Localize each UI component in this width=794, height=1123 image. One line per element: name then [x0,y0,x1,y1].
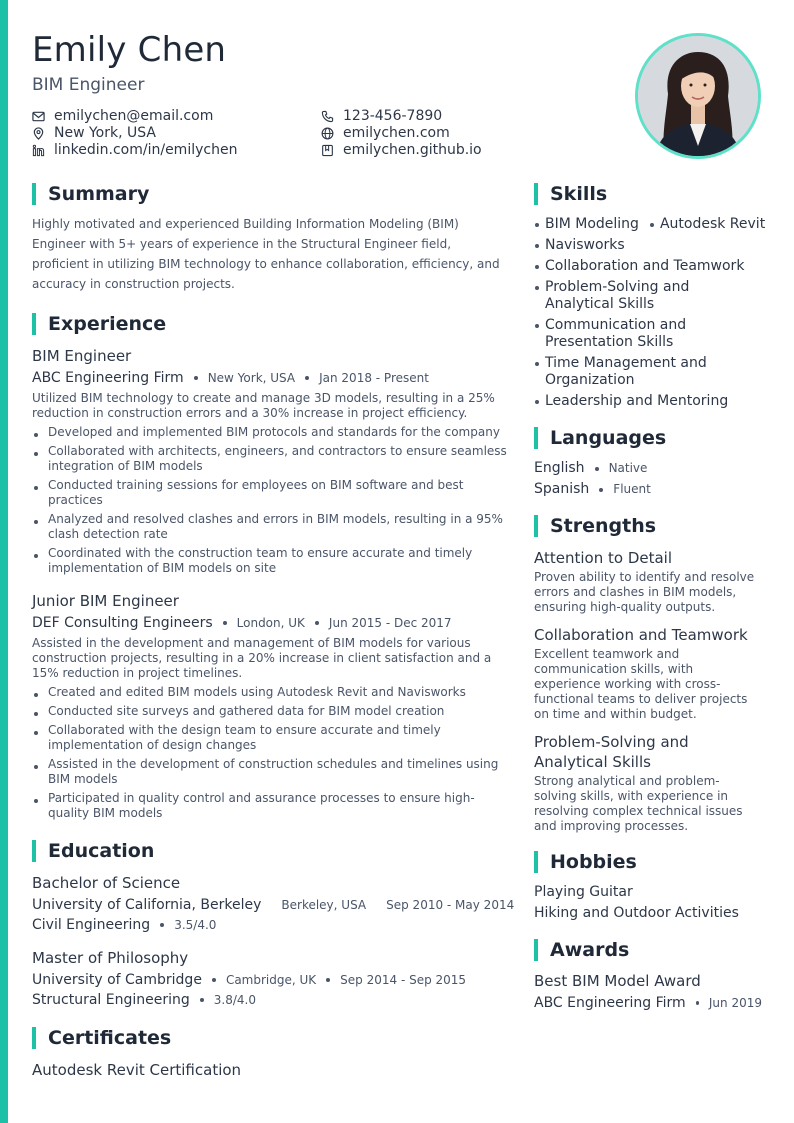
section-marker [534,851,538,873]
section-marker [32,183,36,205]
job-location: London, UK [236,616,305,630]
list-item: Developed and implemented BIM protocols and standards for the company [32,425,510,440]
linkedin-text: linkedin.com/in/emilychen [54,142,238,158]
skill-item: Collaboration and Teamwork [534,258,762,275]
summary-section [32,182,510,294]
job-dates: Jun 2015 - Dec 2017 [328,616,452,630]
field-of-study: Civil Engineering [32,917,151,933]
separator-dot [160,923,164,927]
skills-list [534,216,766,410]
section-title-languages: Languages [534,426,762,450]
language-level: Fluent [613,482,651,496]
profile-photo-icon [638,36,758,156]
email-text: emilychen@email.com [54,108,214,124]
list-item: Assisted in the development of construction schedules and timelines using BIM models [32,757,510,787]
contact-info [32,108,592,162]
strength-title: Problem-Solving and Analytical Skills [534,733,689,771]
experience-section [32,312,510,821]
job-title: BIM Engineer [32,347,132,365]
job-meta [32,370,510,386]
job-location: New York, USA [207,371,296,385]
section-title-experience: Experience [32,312,510,336]
separator-dot [212,978,216,982]
strength-item [534,625,762,722]
language-level: Native [608,461,648,475]
award-title: Best BIM Model Award [534,972,701,990]
location-pin-icon [32,127,45,140]
section-marker [534,939,538,961]
left-column [32,182,515,1079]
job-title: Junior BIM Engineer [32,592,179,610]
list-item: Collaborated with the design team to ensure accurate and timely implementation of design changes [32,723,510,753]
language-name: English [534,460,585,476]
education-section [32,839,515,1008]
website-text: emilychen.com [343,125,450,141]
degree-title: Bachelor of Science [32,874,181,892]
job-entry [32,347,510,576]
school-location: Cambridge, UK [225,973,317,987]
hobby-item: Hiking and Outdoor Activities [534,905,739,921]
contact-email[interactable] [32,108,213,124]
section-title-skills: Skills [534,182,762,206]
job-description: Assisted in the development and management of BIM models for various construction projects, resulting in a 20% increase in client satisfaction and a 15% reduction in project timelines. [32,636,492,680]
section-title-hobbies: Hobbies [534,850,762,874]
job-bullets [32,425,510,576]
job-company: ABC Engineering Firm [32,370,184,386]
separator-dot [599,488,603,492]
separator-dot [305,376,309,380]
list-item: Coordinated with the construction team to ensure accurate and timely implementation of BIM models on site [32,546,510,576]
certificates-section [32,1026,510,1079]
strengths-section [534,514,762,834]
section-marker [32,313,36,335]
section-marker [32,840,36,862]
award-issuer: ABC Engineering Firm [534,995,686,1011]
left-accent-bar [0,0,8,1123]
separator-dot [696,1001,699,1005]
section-marker [32,1027,36,1049]
awards-section [534,938,762,1011]
section-title-summary: Summary [32,182,510,206]
gpa: 3.5/4.0 [174,918,217,932]
strength-description: Proven ability to identify and resolve errors and clashes in BIM models, ensuring high-quality outputs. [534,570,755,614]
languages-list [534,460,762,498]
strength-description: Excellent teamwork and communication skills, with experience working with cross-functional teams to deliver projects on time and within budget. [534,647,748,721]
school-location: Berkeley, USA [281,898,367,912]
strength-title: Attention to Detail [534,549,673,567]
github-text: emilychen.github.io [343,142,482,158]
separator-dot [326,978,330,982]
certificate-item: Autodesk Revit Certification [32,1061,242,1079]
job-company: DEF Consulting Engineers [32,615,213,631]
skill-item: Autodesk Revit [649,216,765,233]
award-item [534,972,762,1011]
hobbies-list [534,884,762,922]
education-field-row [32,992,510,1008]
job-description: Utilized BIM technology to create and manage 3D models, resulting in a 25% reduction in construction errors and a 30% increase in project efficiency. [32,391,495,420]
language-name: Spanish [534,481,590,497]
summary-text: Highly motivated and experienced Building Information Modeling (BIM) Engineer with 5+ years of experience in the Structural Engineer field, proficient in utilizing BIM technology to enhance collaboration, efficiency, and accuracy in construction projects. [32,217,500,291]
separator-dot [200,998,204,1002]
separator-dot [223,621,227,625]
avatar [635,33,761,159]
list-item: Conducted site surveys and gathered data for BIM model creation [32,704,510,719]
skill-item: Leadership and Mentoring [534,393,762,410]
education-meta [32,972,510,988]
award-date: Jun 2019 [708,996,762,1010]
skill-item: BIM Modeling [534,216,639,233]
location-text: New York, USA [54,125,156,141]
job-dates: Jan 2018 - Present [319,371,429,385]
linkedin-icon [32,144,45,157]
skills-section [534,182,766,410]
hobbies-section [534,850,762,922]
separator-dot [315,621,319,625]
bookmark-icon [321,144,334,157]
globe-icon [321,127,334,140]
education-entry [32,949,510,1008]
degree-title: Master of Philosophy [32,949,189,967]
job-bullets [32,685,510,821]
contact-linkedin[interactable] [32,142,237,158]
mail-icon [32,110,45,123]
job-meta [32,615,510,631]
section-title-education: Education [32,839,510,863]
award-meta [534,995,762,1011]
contact-website[interactable] [321,125,450,141]
skill-item: Communication and Presentation Skills [534,317,762,351]
gpa: 3.8/4.0 [213,993,256,1007]
candidate-name: Emily Chen [32,30,227,70]
phone-text: 123-456-7890 [343,108,443,124]
separator-dot [194,376,198,380]
education-meta [32,897,515,913]
field-of-study: Structural Engineering [32,992,190,1008]
contact-phone[interactable] [321,108,442,124]
school-name: University of California, Berkeley [32,897,262,913]
education-field-row [32,917,510,933]
list-item: Created and edited BIM models using Autodesk Revit and Navisworks [32,685,510,700]
section-marker [534,427,538,449]
skills-row [534,216,766,237]
candidate-role: BIM Engineer [32,75,145,95]
hobby-item: Playing Guitar [534,884,633,900]
list-item: Conducted training sessions for employees on BIM software and best practices [32,478,510,508]
separator-dot [595,467,599,471]
contact-location [32,125,156,141]
strength-item [534,732,762,834]
section-marker [534,515,538,537]
language-item [534,481,762,498]
job-entry [32,592,510,821]
education-dates: Sep 2014 - Sep 2015 [340,973,467,987]
education-entry [32,874,515,933]
strength-item [534,548,762,615]
skill-item: Time Management and Organization [534,355,762,389]
section-title-certificates: Certificates [32,1026,510,1050]
phone-icon [321,110,334,123]
education-dates: Sep 2010 - May 2014 [386,898,515,912]
section-title-strengths: Strengths [534,514,762,538]
skill-item: Problem-Solving and Analytical Skills [534,279,762,313]
strength-title: Collaboration and Teamwork [534,626,748,644]
contact-github[interactable] [321,142,482,158]
list-item: Participated in quality control and assurance processes to ensure high-quality BIM models [32,791,510,821]
language-item [534,460,762,477]
section-title-awards: Awards [534,938,762,962]
section-marker [534,183,538,205]
list-item: Analyzed and resolved clashes and errors in BIM models, resulting in a 95% clash detection rate [32,512,510,542]
skill-item: Navisworks [534,237,762,254]
school-name: University of Cambridge [32,972,202,988]
strength-description: Strong analytical and problem-solving skills, with experience in resolving complex technical issues and improving processes. [534,774,743,833]
right-column [534,182,766,1011]
list-item: Collaborated with architects, engineers, and contractors to ensure seamless integration of BIM models [32,444,510,474]
languages-section [534,426,762,498]
